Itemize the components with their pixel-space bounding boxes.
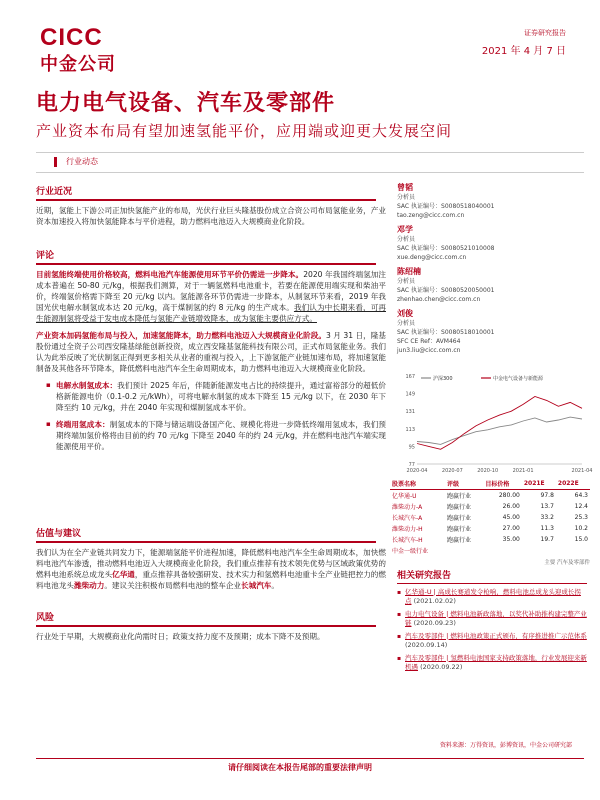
section-heading: 行业近况 bbox=[36, 187, 73, 197]
comment-p2-bold: 产业资本加码氢能布局与投入，加速氢能降本，助力燃料电池迈入大规模商业化阶段。 bbox=[36, 331, 327, 340]
analyst-role: 分析员 bbox=[397, 236, 416, 243]
section-bar bbox=[36, 541, 376, 543]
table-cell: 亿华通-U bbox=[392, 493, 417, 500]
table-cell: 长城汽车-H bbox=[392, 537, 423, 544]
related-item-title[interactable]: 亿华通-U | 高成长赛道发令枪响，燃料电池总成龙头迎成长拐点 bbox=[405, 588, 581, 605]
analyst-role: 分析员 bbox=[397, 194, 416, 201]
valuation-text-2: ，重点推荐具备较强研发、技术实力和氢燃料电池重卡全产业链把控力的燃料电池龙头 bbox=[36, 570, 387, 590]
y-tick-label: 95 bbox=[408, 444, 415, 451]
footer-divider bbox=[36, 758, 584, 759]
section-heading: 风险 bbox=[36, 613, 55, 623]
table-row bbox=[390, 523, 590, 534]
table-cell: 27.00 bbox=[502, 525, 520, 532]
legal-footer[interactable]: 请仔细阅读在本报告尾部的重要法律声明 bbox=[228, 763, 372, 772]
analyst-1 bbox=[397, 224, 587, 262]
valuation-text-3: 。建议关注积极布局燃料电池的整车企业 bbox=[104, 581, 242, 590]
table-row bbox=[390, 512, 590, 523]
valuation-text-4: 。 bbox=[271, 581, 279, 590]
analyst-email[interactable]: zhenhao.chen@cicc.com.cn bbox=[397, 296, 481, 303]
y-tick-label: 77 bbox=[408, 462, 415, 468]
section-comment bbox=[36, 248, 386, 452]
rating-table bbox=[390, 478, 590, 566]
analyst-role: 分析员 bbox=[397, 278, 416, 285]
report-subtitle: 产业资本布局有望加速氢能平价，应用端或迎更大发展空间 bbox=[36, 122, 453, 140]
related-item[interactable] bbox=[397, 654, 587, 672]
table-cell: 11.3 bbox=[540, 525, 554, 532]
table-header-cell: 目标价格 bbox=[483, 478, 521, 490]
analyst-email[interactable]: tao.zeng@cicc.com.cn bbox=[397, 212, 465, 219]
overview-text: 近期，氢能上下游公司正加快氢能产业的布局，光伏行业巨头隆基股份成立合资公司布局氢能业务，产业资本加速投入将加快氢能降本与平价进程，助力燃料电池迈入大规模商业化阶段。 bbox=[36, 206, 386, 226]
risk-text: 行业处于早期，大规模商业化尚需时日；政策支持力度不及预期；成本下降不及预期。 bbox=[36, 632, 325, 641]
table-source: 主要 汽车及零部件 bbox=[544, 560, 590, 566]
related-item-date: (2020.09.22) bbox=[418, 663, 463, 671]
bullet-2-text: 制氢成本的下降与储运端设备国产化、规模化将进一步降低终端用氢成本，我们预期终端加氢价格将由目前的约 70 元/kg 下降至 2040 年的约 24 元/kg，并在燃料电池汽车端实现能源使用平价。 bbox=[56, 420, 386, 451]
table-cell: 15.0 bbox=[574, 536, 588, 543]
table-cell: 26.00 bbox=[502, 503, 520, 510]
comment-p1-bold: 目前氢能终端使用价格较高，燃料电池汽车能源使用环节平价仍需进一步降本。 bbox=[36, 270, 304, 279]
table-cell: 97.8 bbox=[540, 492, 554, 499]
related-item[interactable] bbox=[397, 610, 587, 628]
table-row bbox=[390, 501, 590, 512]
section-bar bbox=[36, 199, 376, 201]
analyst-sac: SAC 执证编号：S0080521010008 bbox=[397, 245, 495, 252]
table-cell: 19.7 bbox=[540, 536, 554, 543]
table-cell: 35.00 bbox=[502, 536, 520, 543]
analyst-name: 邓学 bbox=[397, 225, 413, 234]
table-cell: 33.2 bbox=[540, 514, 554, 521]
section-heading: 估值与建议 bbox=[36, 529, 82, 539]
table-cell: 潍柴动力-A bbox=[392, 504, 423, 511]
related-list bbox=[397, 588, 587, 672]
table-cell: 280.00 bbox=[498, 492, 520, 499]
report-date: 2021 年 4 月 7 日 bbox=[481, 46, 566, 57]
section-risk bbox=[36, 610, 386, 642]
table-cell: 跑赢行业 bbox=[446, 504, 471, 511]
performance-chart bbox=[397, 368, 593, 478]
legend-label: 沪深300 bbox=[433, 376, 453, 382]
logo-cn: 中金公司 bbox=[40, 54, 116, 75]
section-overview bbox=[36, 184, 386, 227]
table-cell: 潍柴动力-H bbox=[392, 526, 423, 533]
section-bar bbox=[36, 263, 376, 265]
related-item-date: (2020.09.14) bbox=[405, 641, 448, 649]
tag-label: 行业动态 bbox=[66, 157, 98, 166]
logo-en: CICC bbox=[40, 24, 103, 51]
related-item-title[interactable]: 汽车及零部件 | 燃料电池政策正式颁布，有序推进推广示范体系 bbox=[405, 632, 587, 640]
x-tick-label: 2021-04 bbox=[571, 468, 593, 474]
comment-p1-text: 2020 年我国终端氢加注成本普遍在 50-80 元/kg，根据我们测算，对于一辆氢燃料电池重卡，若要在能源使用端实现和柴油平价，终端氢价格需下降至 20 元/kg 以内。氢能源各环节仍需进一步降本，从制氢环节来看，2019 年我国光伏电解水制氢成本达 20 元/kg，高于煤制氢的约 8 元/kg 的生产成本。 bbox=[36, 270, 386, 312]
comment-p2 bbox=[36, 330, 386, 374]
table-cell: 跑赢行业 bbox=[446, 537, 471, 544]
comment-bullet-2 bbox=[46, 419, 386, 452]
table-cell: 64.3 bbox=[574, 492, 588, 499]
related-heading: 相关研究报告 bbox=[397, 568, 587, 584]
table-header bbox=[390, 478, 590, 490]
divider bbox=[36, 172, 584, 173]
table-cell: 12.4 bbox=[574, 503, 588, 510]
comment-p1-underline: 我们认为中长期来看，可再生能源制氢将受益于发电成本降低与氢能产业链增效降本，成为氢能主要供应方式。 bbox=[36, 303, 386, 323]
bullet-1-bold: 电解水制氢成本： bbox=[56, 381, 118, 390]
table-cell: 长城汽车-A bbox=[392, 515, 423, 522]
valuation-text bbox=[36, 547, 386, 591]
y-tick-label: 149 bbox=[405, 391, 415, 398]
table-cell: 13.7 bbox=[540, 503, 554, 510]
section-bar bbox=[36, 625, 376, 627]
legend-label: 中金电气设备与新能源 bbox=[493, 376, 544, 382]
section-valuation bbox=[36, 526, 386, 591]
table-row bbox=[390, 534, 590, 545]
table-cell: 跑赢行业 bbox=[446, 515, 471, 522]
credit-line: 资料来源：万得资讯，彭博资讯，中金公司研究部 bbox=[440, 742, 573, 749]
x-tick-label: 2021-01 bbox=[512, 468, 534, 474]
comment-p2-text: 3 月 31 日，隆基股份通过全资子公司西安隆基绿能创新投资，成立西安隆基氢能科技有限公司，正式布局氢能业务。我们认为此举反映了光伏制氢正得到更多相关从业者的重视与投入，上下游氢能产业链加速布局，将加速氢能制备及其他各环节降本，降低燃料电池汽车全生命周期成本，助力燃料电池迈入大规模商业化阶段。 bbox=[36, 331, 386, 373]
analyst-list bbox=[397, 180, 587, 355]
table-cell: 跑赢行业 bbox=[446, 526, 471, 533]
x-tick-label: 2020-04 bbox=[406, 468, 428, 474]
x-tick-label: 2020-10 bbox=[477, 468, 499, 474]
table-cell: 10.2 bbox=[574, 525, 588, 532]
y-tick-label: 167 bbox=[405, 374, 415, 380]
table-header-cell: 评级 bbox=[445, 478, 483, 490]
cicc-logo bbox=[34, 22, 194, 74]
bullet-2-bold: 终端用氢成本： bbox=[56, 420, 110, 429]
analyst-0 bbox=[397, 182, 587, 220]
report-type: 证券研究报告 bbox=[524, 29, 566, 37]
divider bbox=[36, 152, 584, 153]
related-item-date: (2020.09.23) bbox=[411, 619, 456, 627]
related-item-date: (2021.02.02) bbox=[411, 597, 456, 605]
tag-bar bbox=[36, 152, 584, 172]
related-item-title[interactable]: 电力电气设备 | 燃料电池新政落地，以奖代补助推构建完整产业链 bbox=[405, 610, 587, 627]
related-reports bbox=[397, 568, 587, 676]
table-header-cell: 2022E bbox=[556, 478, 590, 490]
analyst-sfc: SFC CE Ref：AVM464 bbox=[397, 338, 461, 345]
analyst-name: 刘俊 bbox=[397, 309, 413, 318]
analyst-3 bbox=[397, 308, 587, 355]
table-header-cell: 2021E bbox=[522, 478, 556, 490]
analyst-sac: SAC 执证编号：S0080518040001 bbox=[397, 203, 495, 210]
table-cell: 中金一级行业 bbox=[392, 548, 429, 555]
valuation-bold-2: 潍柴动力 bbox=[73, 581, 105, 590]
valuation-text-1: 我们认为在全产业链共同发力下，能源端氢能平价进程加速，降低燃料电池汽车全生命周期成本，加快燃料电池汽车渗透，推动燃料电池迈入大规模商业化阶段，我们重点推荐有技术领先优势与区域政策优势的燃料电池系统总成龙头 bbox=[36, 548, 386, 579]
related-item-title[interactable]: 汽车及零部件 | 氢燃料电池国家支持政策落地，行业发展迎来新机遇 bbox=[405, 654, 587, 671]
y-tick-label: 131 bbox=[405, 409, 415, 416]
analyst-sac: SAC 执证编号：S0080518010001 bbox=[397, 329, 495, 336]
series-line-0 bbox=[417, 417, 582, 444]
valuation-bold-3: 长城汽车 bbox=[241, 581, 272, 590]
table-row bbox=[390, 490, 590, 502]
table-body bbox=[390, 490, 590, 557]
y-tick-label: 113 bbox=[405, 426, 415, 433]
tag-marker bbox=[54, 157, 62, 167]
analyst-role: 分析员 bbox=[397, 320, 416, 327]
series-line-1 bbox=[417, 397, 582, 450]
x-tick-label: 2020-07 bbox=[441, 468, 463, 474]
report-title: 电力电气设备、汽车及零部件 bbox=[36, 91, 336, 116]
table-cell: 25.3 bbox=[574, 514, 588, 521]
table-row bbox=[390, 545, 590, 556]
bullet-1-text: 我们预计 2025 年后，伴随新能源发电占比的持续提升，通过富裕部分的超低价格新能源电价（0.1-0.2 元/kWh），可将电解水制氢的成本下降至 15 元/kg 以下，在 2030 年下降至约 10 元/kg，并在 2040 年实现和煤制氢成本平价。 bbox=[56, 381, 387, 412]
analyst-email[interactable]: xue.deng@cicc.com.cn bbox=[397, 254, 467, 261]
comment-bullet-1 bbox=[46, 380, 386, 413]
analyst-name: 陈绍楠 bbox=[397, 267, 421, 276]
section-heading: 评论 bbox=[36, 251, 55, 261]
table-cell: 跑赢行业 bbox=[446, 493, 471, 500]
table-header-cell: 股票名称 bbox=[390, 478, 445, 490]
valuation-bold-1: 亿华通 bbox=[112, 570, 135, 579]
comment-p1 bbox=[36, 269, 386, 324]
related-item[interactable] bbox=[397, 632, 587, 650]
analyst-email[interactable]: jun3.liu@cicc.com.cn bbox=[397, 347, 461, 354]
analyst-sac: SAC 执证编号：S0080520050001 bbox=[397, 287, 495, 294]
analyst-2 bbox=[397, 266, 587, 304]
table-cell: 45.00 bbox=[502, 514, 520, 521]
related-item[interactable] bbox=[397, 588, 587, 606]
analyst-name: 曾韬 bbox=[397, 183, 413, 192]
